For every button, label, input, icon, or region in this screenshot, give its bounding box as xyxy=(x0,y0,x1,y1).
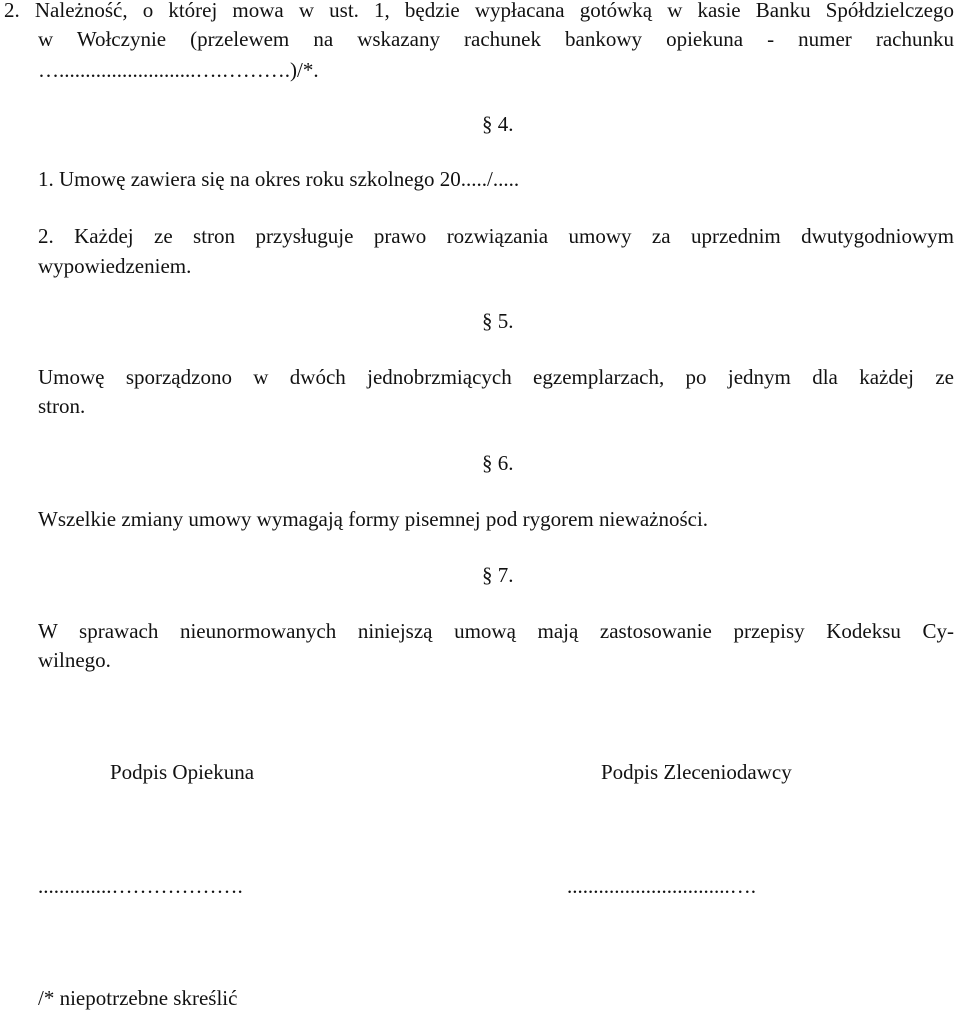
signature-line-guardian: ..............………………. xyxy=(38,874,243,898)
section-4-heading: § 4. xyxy=(482,112,514,136)
signature-label-guardian: Podpis Opiekuna xyxy=(110,760,255,784)
section-6-heading: § 6. xyxy=(482,451,514,475)
section-7-heading: § 7. xyxy=(482,563,514,587)
intro-line-3: …..........................….……….)/*. xyxy=(38,58,319,82)
section-7-text: W sprawach nieunormowanych niniejszą umową mają zastosowanie przepisy Kodeksu Cy- xyxy=(38,619,954,643)
section-7-text-cont: wilnego. xyxy=(38,648,111,672)
intro-line-2: w Wołczynie (przelewem na wskazany rachunek bankowy opiekuna - numer rachunku xyxy=(38,27,954,51)
section-5-text: Umowę sporządzono w dwóch jednobrzmiących egzemplarzach, po jednym dla każdej ze xyxy=(38,365,954,389)
section-5-text-cont: stron. xyxy=(38,394,86,418)
signature-line-client: ...............................…. xyxy=(567,874,756,898)
section-4-point-2: 2. Każdej ze stron przysługuje prawo rozwiązania umowy za uprzednim dwutygodniowym xyxy=(38,224,954,248)
section-6-text: Wszelkie zmiany umowy wymagają formy pisemnej pod rygorem nieważności. xyxy=(38,507,709,531)
section-4-point-2-cont: wypowiedzeniem. xyxy=(38,254,192,278)
section-4-point-1: 1. Umowę zawiera się na okres roku szkolnego 20...../..... xyxy=(38,167,520,191)
footnote: /* niepotrzebne skreślić xyxy=(38,986,238,1010)
section-5-heading: § 5. xyxy=(482,309,514,333)
intro-line-1: 2. Należność, o której mowa w ust. 1, będzie wypłacana gotówką w kasie Banku Spółdzielczego xyxy=(4,0,954,22)
signature-label-client: Podpis Zleceniodawcy xyxy=(601,760,792,784)
